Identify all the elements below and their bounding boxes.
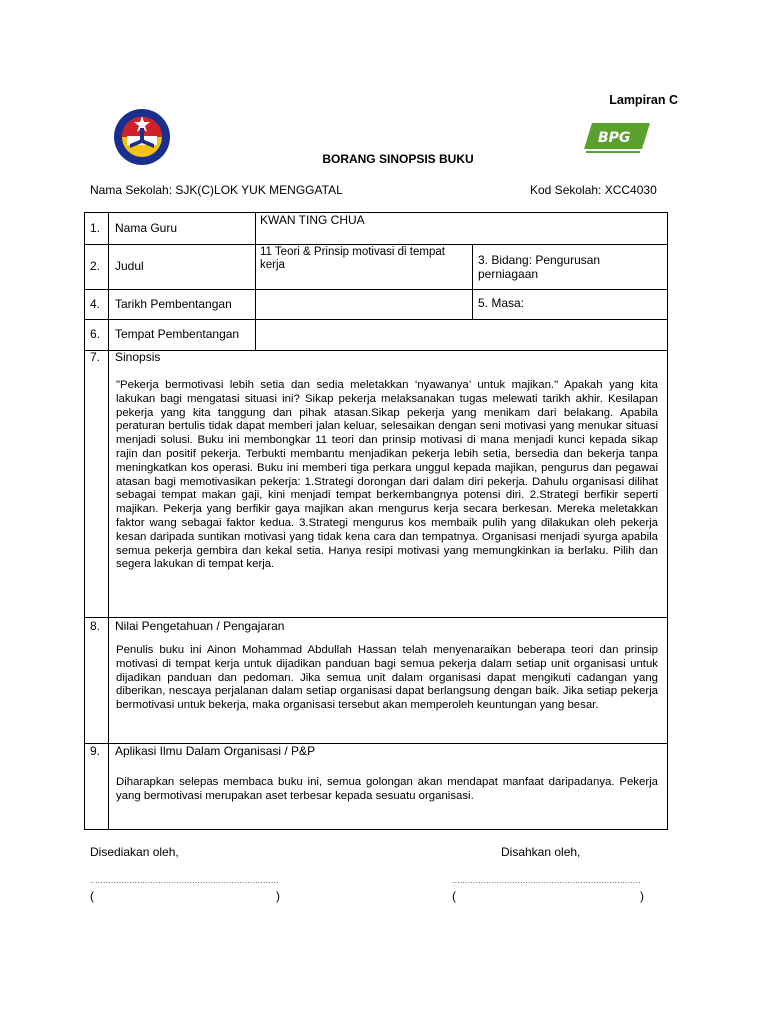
application-text: Diharapkan selepas membaca buku ini, semua golongan akan mendapat manfaat daripadanya. Pekerja yang bermotivasi merupakan aset terbesar kepada sesuatu organisasi.: [116, 776, 658, 802]
synopsis-form: [84, 212, 668, 830]
time-label: 5. Masa:: [478, 296, 525, 310]
row-number: 9.: [90, 744, 101, 758]
synopsis-label: Sinopsis: [115, 350, 161, 364]
values-label: Nilai Pengetahuan / Pengajaran: [115, 619, 285, 633]
bpg-logo: [584, 121, 650, 155]
row-divider: [85, 350, 667, 351]
school-code: Kod Sekolah: XCC4030: [530, 183, 657, 197]
bpg-logo-text: BPG: [598, 130, 631, 146]
prepared-by-label: Disediakan oleh,: [90, 845, 179, 859]
field-value[interactable]: 3. Bidang: Pengurusan perniagaan: [478, 253, 601, 281]
school-name: Nama Sekolah: SJK(C)LOK YUK MENGGATAL: [90, 183, 343, 197]
close-paren: ): [640, 889, 644, 903]
teacher-name-label: Nama Guru: [115, 221, 178, 235]
values-text: Penulis buku ini Ainon Mohammad Abdullah Hassan telah menyenaraikan beberapa teori dan prinsip motivasi di tempat kerja untuk dijadikan panduan bagi semua pekerja dalam setiap unit organisasi untuk dijadikan panduan dan pedoman. Jika semua unit dalam organisasi dapat mengikuti cadangan yang diberikan, nescaya perjalanan dalam setiap organisasi dapat berlangsung dengan baik. Jika setiap pekerja bermotivasi untuk bekerja, maka organisasi tersebut akan memperoleh keuntungan yang besar.: [116, 644, 658, 712]
row-number: 1.: [90, 221, 101, 235]
synopsis-text: "Pekerja bermotivasi lebih setia dan sedia meletakkan ‘nyawanya’ untuk majikan." Apakah yang kita lakukan bagi mengatasi situasi ini? Sikap pekerja melaksanakan tugas melewati tarikh akhir. Kesilapan pekerja yang kita tanggung dan pihak atasan.Sikap pekerja yang menikam dari belakang. Apabila peraturan bertulis tidak dapat memberi jalan keluar, selesaikan dengan seni motivasi yang menukar situasi menjadi solusi. Buku ini membongkar 11 teori dan prinsip motivasi di mana menjadi kunci kepada sikap rajin dan positif pekerja. Terbukti membantu menjadikan pekerja lebih setia, bersedia dan bekerja tanpa meningkatkan kos operasi. Buku ini memberi tiga perkara unggul kepada majikan, pengurus dan pegawai atasan bagi memotivasikan pekerja: 1.Strategi dorongan dari dalam diri pekerja. Dahulu organisasi dilihat sebagai tempat makan gaji, kini menjadi tempat berkembangnya potensi diri. 2.Strategi berfikir seperti majikan. Pekerja yang berfikir gaya majikan akan mengurus kerja secara berkesan. Mereka meletakkan faktor wang sebagai faktor kedua. 3.Strategi mengurus kos membaik pulih yang dilakukan oleh pekerja kesan daripada suntikan motivasi yang tidak kena cara dan tempatnya. Organisasi menjadi syurga apabila semua pekerja gembira dan kekal setia. Hanya resipi motivasi yang memungkinkan ia berlaku. Pilih dan segera lakukan di tempat kerja.: [116, 379, 658, 571]
prepared-by-signature-line: ........................................................................: [90, 876, 279, 885]
attachment-label: Lampiran C: [609, 93, 678, 107]
book-title-label: Judul: [115, 259, 144, 273]
row-divider: [85, 289, 667, 290]
open-paren: (: [452, 889, 456, 903]
book-title-value[interactable]: 11 Teori & Prinsip motivasi di tempat kerja: [260, 246, 445, 271]
presentation-date-label: Tarikh Pembentangan: [115, 297, 232, 311]
close-paren: ): [276, 889, 280, 903]
bidang-divider: [472, 244, 473, 289]
row-number: 8.: [90, 619, 101, 633]
row-number: 7.: [90, 350, 101, 364]
approved-by-signature-line: ........................................................................: [452, 876, 641, 885]
teacher-name-value[interactable]: KWAN TING CHUA: [260, 213, 365, 227]
row-number: 6.: [90, 327, 101, 341]
approved-by-label: Disahkan oleh,: [501, 845, 581, 859]
number-column-divider: [108, 213, 109, 829]
row-divider: [85, 319, 667, 320]
masa-divider: [472, 289, 473, 319]
row-divider: [85, 617, 667, 618]
row-number: 4.: [90, 297, 101, 311]
page-title: BORANG SINOPSIS BUKU: [322, 152, 474, 166]
row-divider: [85, 244, 667, 245]
open-paren: (: [90, 889, 94, 903]
row-number: 2.: [90, 259, 101, 273]
presentation-place-label: Tempat Pembentangan: [115, 327, 240, 341]
label-column-divider: [255, 213, 256, 350]
application-label: Aplikasi Ilmu Dalam Organisasi / P&P: [115, 744, 316, 758]
